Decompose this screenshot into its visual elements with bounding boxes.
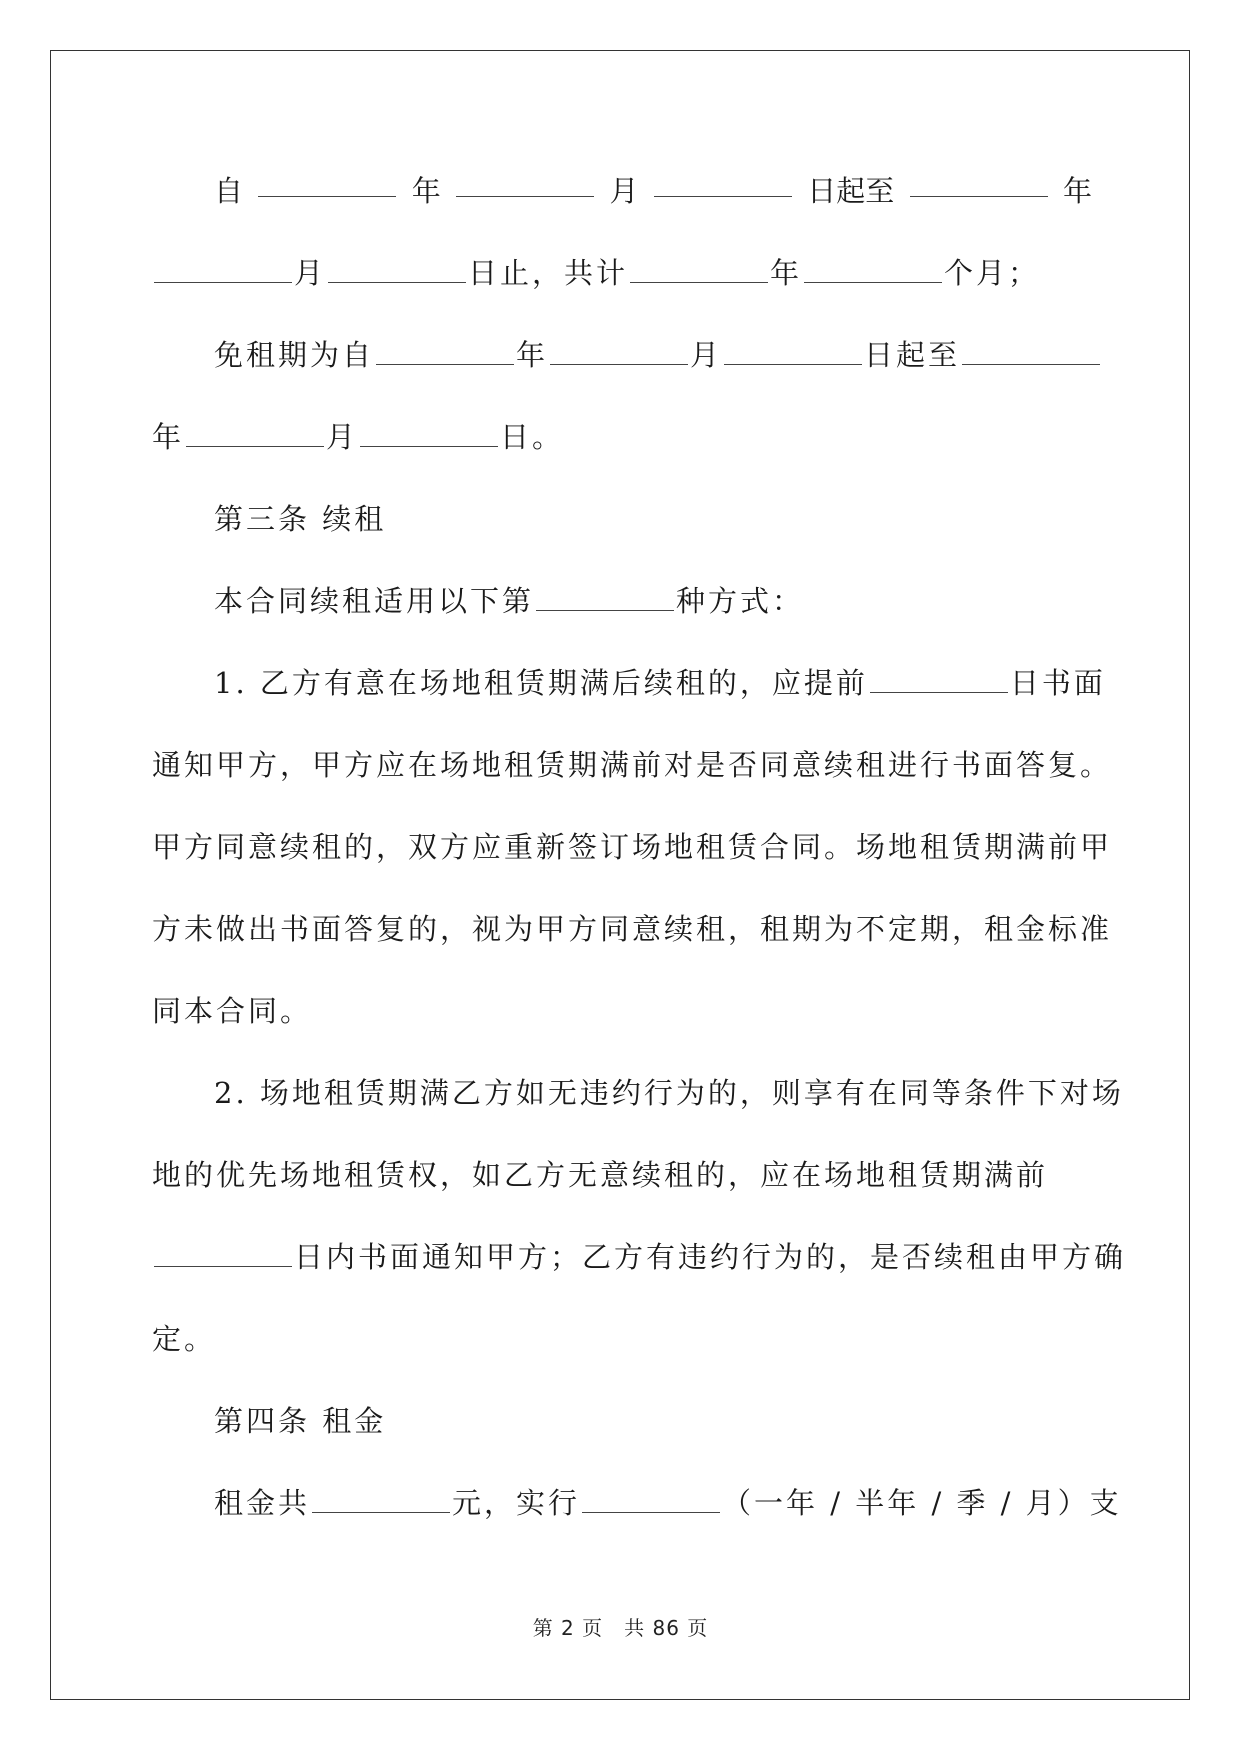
text-fragment: 免租期为自 — [214, 338, 375, 372]
blank-field[interactable] — [186, 412, 324, 447]
notice-line — [152, 1228, 1127, 1310]
blank-field[interactable] — [724, 330, 862, 365]
blank-field[interactable] — [312, 1478, 450, 1513]
paragraph-line: 定。 — [152, 1322, 217, 1356]
blank-field[interactable] — [328, 248, 466, 283]
blank-field[interactable] — [630, 248, 768, 283]
text-fragment: 日起至 — [864, 338, 961, 372]
renewal-method-line — [152, 572, 1092, 654]
term-start-line — [152, 162, 1092, 244]
text-fragment: 日书面 — [1009, 666, 1106, 700]
document-body — [152, 162, 1127, 1556]
text-fragment: 年 — [411, 174, 441, 208]
blank-field[interactable] — [804, 248, 942, 283]
text-fragment: 年 — [770, 256, 803, 290]
text-fragment: 元，实行 — [452, 1486, 581, 1520]
rent-amount-line — [152, 1474, 1122, 1556]
blank-field[interactable] — [582, 1478, 720, 1513]
text-fragment: 年 — [1062, 174, 1092, 208]
clause-1-line — [152, 654, 1106, 736]
text-fragment: 日内书面通知甲方；乙方有违约行为的，是否续租由甲方确 — [294, 1240, 1127, 1274]
text-fragment: 个月； — [944, 256, 1041, 290]
text-fragment: 自 — [214, 174, 244, 208]
term-end-line — [152, 244, 1092, 326]
blank-field[interactable] — [456, 162, 594, 197]
text-fragment: （一年 / 半年 / 季 / 月）支 — [722, 1486, 1122, 1520]
blank-field[interactable] — [360, 412, 498, 447]
blank-field[interactable] — [870, 658, 1008, 693]
text-fragment: 日起至 — [807, 174, 895, 208]
blank-field[interactable] — [910, 162, 1048, 197]
text-fragment: 日止，共计 — [468, 256, 629, 290]
blank-field[interactable] — [154, 1232, 292, 1267]
text-fragment: 月 — [294, 256, 327, 290]
blank-field[interactable] — [258, 162, 396, 197]
paragraph-line: 通知甲方，甲方应在场地租赁期满前对是否同意续租进行书面答复。 — [152, 748, 1113, 782]
paragraph-line: 方未做出书面答复的，视为甲方同意续租，租期为不定期，租金标准 — [152, 912, 1113, 946]
clause-2-line: 2. 场地租赁期满乙方如无违约行为的，则享有在同等条件下对场 — [214, 1076, 1124, 1110]
text-fragment: 种方式： — [676, 584, 805, 618]
blank-field[interactable] — [654, 162, 792, 197]
blank-field[interactable] — [962, 330, 1100, 365]
text-fragment: 年 — [152, 420, 185, 454]
text-fragment: 月 — [690, 338, 723, 372]
rent-free-end-line — [152, 408, 1092, 490]
rent-free-line — [152, 326, 1092, 408]
text-fragment: 租金共 — [214, 1486, 311, 1520]
text-fragment: 月 — [326, 420, 359, 454]
section-heading: 第四条 租金 — [214, 1404, 387, 1438]
page-number: 第 2 页 共 86 页 — [532, 1616, 709, 1640]
paragraph-line: 甲方同意续租的，双方应重新签订场地租赁合同。场地租赁期满前甲 — [152, 830, 1113, 864]
blank-field[interactable] — [154, 248, 292, 283]
paragraph-line: 地的优先场地租赁权，如乙方无意续租的，应在场地租赁期满前 — [152, 1158, 1049, 1192]
text-fragment: 日。 — [500, 420, 565, 454]
section-heading: 第三条 续租 — [214, 502, 387, 536]
blank-field[interactable] — [550, 330, 688, 365]
blank-field[interactable] — [376, 330, 514, 365]
blank-field[interactable] — [536, 576, 674, 611]
text-fragment: 月 — [609, 174, 639, 208]
text-fragment: 年 — [516, 338, 549, 372]
paragraph-line: 同本合同。 — [152, 994, 313, 1028]
text-fragment: 本合同续租适用以下第 — [214, 584, 535, 618]
text-fragment: 1. 乙方有意在场地租赁期满后续租的，应提前 — [214, 666, 868, 700]
